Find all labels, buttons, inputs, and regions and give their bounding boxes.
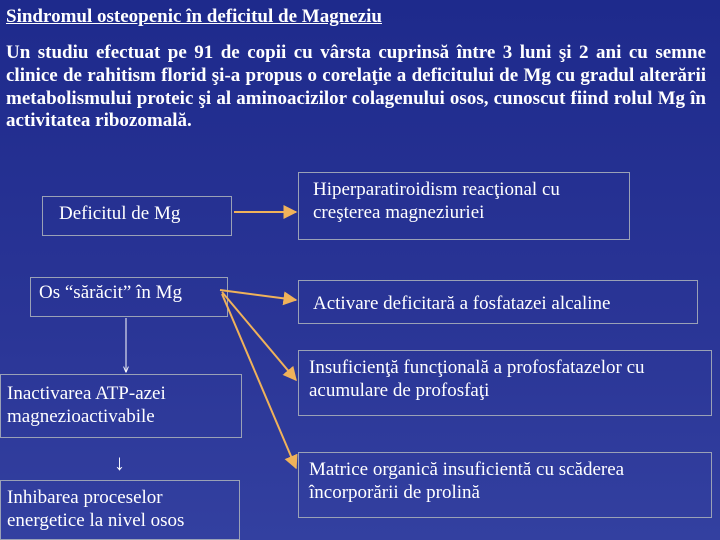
- box-pyrophosphatase: [298, 350, 712, 416]
- intro-paragraph: Un studiu efectuat pe 91 de copii cu vârsta cuprinsă între 3 luni şi 2 ani cu semne clinice de rahitism florid şi-a propus o corelaţie a deficitului de Mg cu gradul alterării metabolismului proteic şi al aminoacizilor colagenului osos, cunoscut fiind rolul Mg în activitatea ribozomală.: [6, 42, 706, 132]
- box-hyperparathyroidism-label: Hiperparatiroidism reacţional cu creşterea magneziuriei: [313, 179, 560, 223]
- arrow-bone-to-alkaline: [220, 290, 296, 300]
- box-mg-deficit-label: Deficitul de Mg: [59, 203, 181, 224]
- box-atp-inactivation-label: Inactivarea ATP-azei magnezioactivabile: [7, 383, 166, 427]
- box-organic-matrix: [298, 452, 712, 518]
- box-energy-inhibition: [0, 480, 240, 540]
- slide-title: Sindromul osteopenic în deficitul de Magneziu: [6, 6, 382, 27]
- box-energy-inhibition-label: Inhibarea proceselor energetice la nivel osos: [7, 487, 185, 531]
- down-arrow-glyph: ↓: [114, 450, 125, 475]
- box-bone-poor-mg-label: Os “sărăcit” în Mg: [39, 282, 182, 303]
- box-pyrophosphatase-label: Insuficienţă funcţională a profosfatazelor cu acumulare de profosfaţi: [309, 357, 645, 401]
- box-alkaline-phosphatase-label: Activare deficitară a fosfatazei alcaline: [313, 293, 611, 314]
- box-atp-inactivation: [0, 374, 242, 438]
- box-hyperparathyroidism: [298, 172, 630, 240]
- box-alkaline-phosphatase: [298, 280, 698, 324]
- box-organic-matrix-label: Matrice organică insuficientă cu scăderea încorporării de prolină: [309, 459, 625, 503]
- box-bone-poor-mg: [30, 277, 228, 317]
- arrow-bone-to-pyrophosphatase: [222, 292, 296, 380]
- box-mg-deficit: [42, 196, 232, 236]
